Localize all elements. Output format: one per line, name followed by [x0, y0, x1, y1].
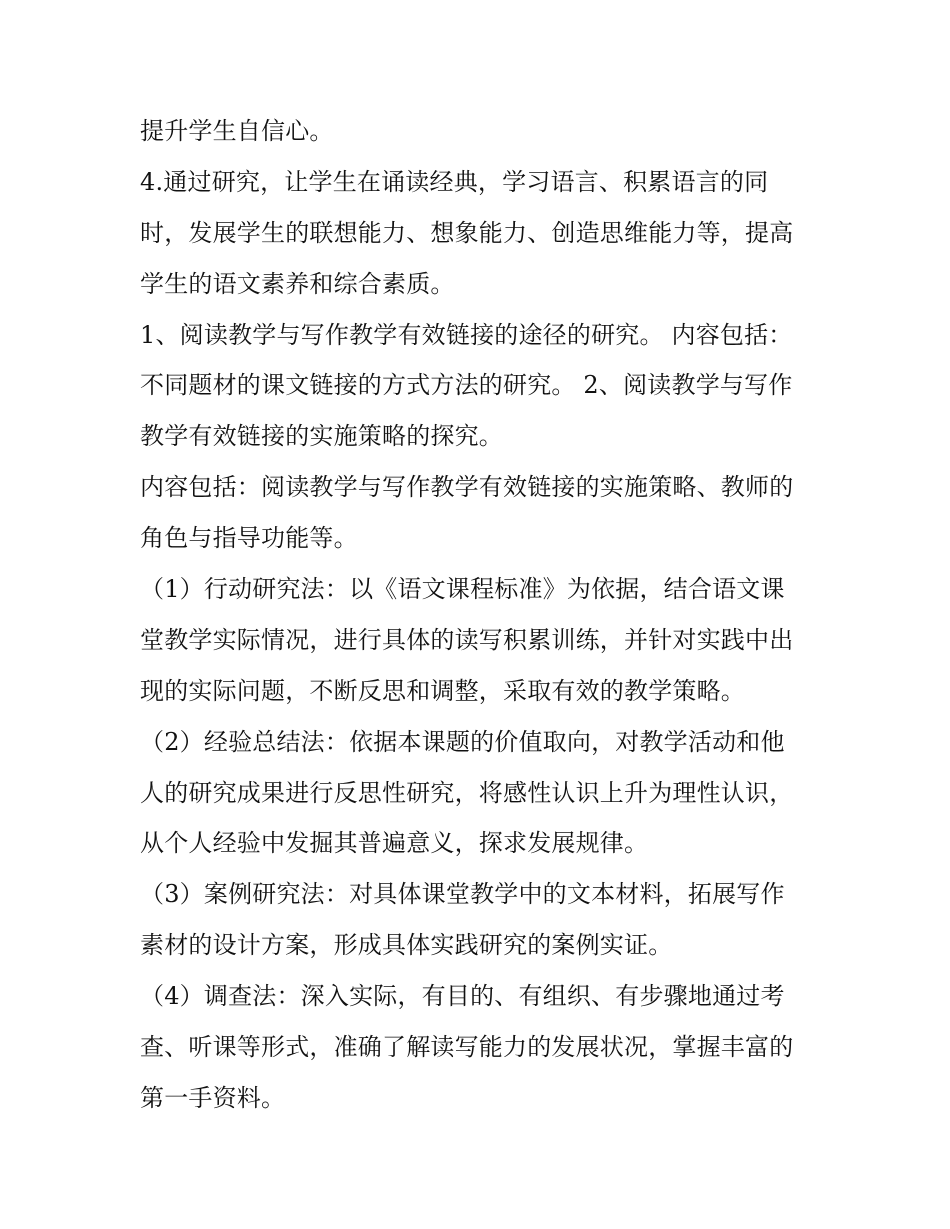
- paragraph-research-content-1-2: [140, 310, 820, 463]
- paragraph-intro-tail: [140, 106, 820, 157]
- paragraph-goal-4: [140, 157, 820, 310]
- text-line: 内容包括：阅读教学与写作教学有效链接的实施策略、教师的: [140, 473, 794, 502]
- paragraph-method-case-study: [140, 869, 820, 971]
- text-line: 1、阅读教学与写作教学有效链接的途径的研究。 内容包括：: [140, 320, 793, 349]
- text-line: （4）调查法：深入实际，有目的、有组织、有步骤地通过考: [140, 982, 785, 1011]
- text-line: 时，发展学生的联想能力、想象能力、创造思维能力等，提高: [140, 218, 794, 247]
- text-line: 现的实际问题，不断反思和调整，采取有效的教学策略。: [140, 676, 745, 705]
- text-line: 角色与指导功能等。: [140, 524, 358, 553]
- paragraph-method-action-research: [140, 564, 820, 717]
- text-line: 素材的设计方案，形成具体实践研究的案例实证。: [140, 931, 673, 960]
- text-line: 提升学生自信心。: [140, 117, 334, 145]
- paragraph-content-details: [140, 462, 820, 564]
- text-line: 不同题材的课文链接的方式方法的研究。 2、阅读教学与写作: [140, 371, 793, 400]
- text-line: 教学有效链接的实施策略的探究。: [140, 422, 503, 451]
- text-line: （3）案例研究法：对具体课堂教学中的文本材料，拓展写作: [140, 880, 785, 909]
- text-line: 查、听课等形式，准确了解读写能力的发展状况，掌握丰富的: [140, 1033, 794, 1062]
- text-line: （2）经验总结法：依据本课题的价值取向，对教学活动和他: [140, 727, 785, 756]
- text-line: 学生的语文素养和综合素质。: [140, 269, 455, 298]
- paragraph-method-experience-summary: [140, 717, 820, 870]
- text-line: 第一手资料。: [140, 1083, 286, 1112]
- text-line: 人的研究成果进行反思性研究，将感性认识上升为理性认识，: [140, 778, 794, 807]
- text-line: 从个人经验中发掘其普遍意义，探求发展规律。: [140, 829, 649, 858]
- paragraph-method-survey: [140, 971, 820, 1124]
- document-body: [140, 106, 820, 1124]
- text-line: （1）行动研究法：以《语文课程标准》为依据，结合语文课: [140, 575, 785, 604]
- text-line: 4.通过研究，让学生在诵读经典，学习语言、积累语言的同: [140, 167, 769, 196]
- text-line: 堂教学实际情况，进行具体的读写积累训练，并针对实践中出: [140, 625, 794, 654]
